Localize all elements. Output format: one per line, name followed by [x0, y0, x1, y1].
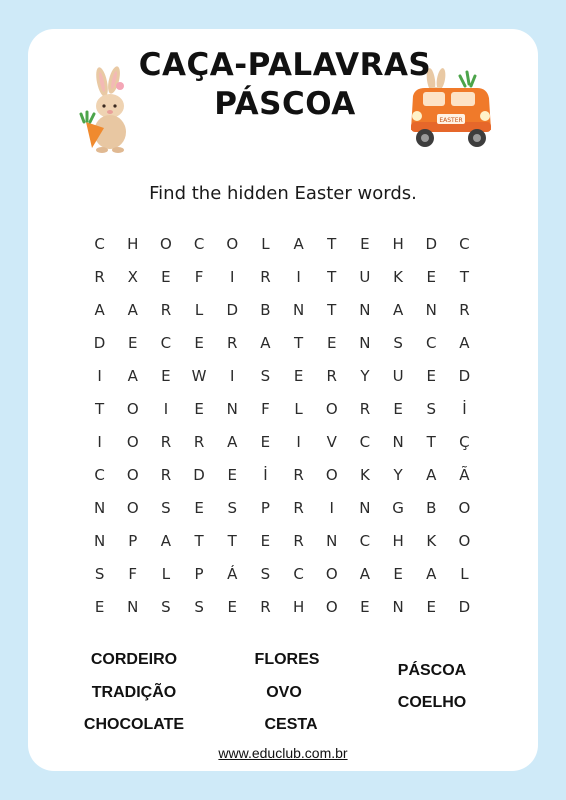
- grid-letter: Á: [227, 564, 238, 583]
- grid-letter: D: [193, 465, 205, 484]
- grid-letter: E: [128, 333, 138, 352]
- grid-letter: N: [359, 300, 371, 319]
- grid-letter: R: [193, 432, 205, 451]
- title-line-2: PÁSCOA: [214, 86, 356, 122]
- grid-letter: S: [260, 366, 271, 385]
- grid-letter: T: [327, 267, 337, 286]
- grid-letter: E: [327, 333, 337, 352]
- grid-letter: E: [393, 399, 403, 418]
- grid-letter: E: [260, 531, 271, 550]
- grid-letter: E: [393, 564, 403, 583]
- grid-letter: E: [426, 366, 436, 385]
- grid-letter: A: [459, 333, 470, 352]
- grid-letter: H: [392, 234, 404, 253]
- grid-letter: R: [293, 531, 304, 550]
- grid-letter: O: [160, 234, 172, 253]
- grid-letter: D: [226, 300, 239, 319]
- grid-letter: C: [426, 333, 437, 352]
- grid-letter: F: [261, 399, 270, 418]
- grid-letter: T: [227, 531, 237, 550]
- grid-letter: H: [292, 597, 305, 616]
- grid-letter: A: [127, 366, 138, 385]
- grid-letter: R: [326, 366, 337, 385]
- grid-letter: N: [326, 531, 338, 550]
- grid-letter: O: [325, 597, 338, 616]
- grid-letter: F: [128, 564, 138, 583]
- grid-letter: E: [161, 267, 171, 286]
- grid-letter: V: [326, 432, 337, 451]
- grid-letter: I: [296, 432, 301, 451]
- grid-letter: E: [293, 366, 304, 385]
- grid-letter: E: [426, 267, 436, 286]
- grid-letter: T: [459, 267, 469, 286]
- grid-letter: A: [260, 333, 271, 352]
- grid-letter: H: [392, 531, 404, 550]
- grid-letter: R: [459, 300, 470, 319]
- grid-letter: A: [160, 531, 172, 550]
- grid-letter: E: [260, 432, 271, 451]
- grid-letter: C: [193, 234, 205, 253]
- grid-letter: N: [93, 498, 106, 517]
- grid-letter: T: [426, 432, 436, 451]
- word-item: CESTA: [264, 716, 318, 733]
- word-item: PÁSCOA: [397, 662, 467, 679]
- grid-letter: L: [161, 564, 171, 583]
- grid-letter: C: [459, 234, 470, 253]
- grid-letter: B: [260, 300, 271, 319]
- grid-letter: T: [327, 234, 337, 253]
- grid-letter: Ã: [459, 465, 470, 484]
- grid-letter: P: [128, 531, 138, 550]
- grid-letter: R: [227, 333, 238, 352]
- grid-letter: O: [226, 234, 239, 253]
- grid-letter: I: [97, 366, 102, 385]
- grid-letter: N: [359, 498, 371, 517]
- grid-letter: Y: [393, 465, 403, 484]
- grid-letter: S: [161, 597, 171, 616]
- grid-letter: R: [359, 399, 371, 418]
- grid-letter: N: [226, 399, 238, 418]
- grid-letter: K: [426, 531, 437, 550]
- grid-letter: W: [191, 366, 207, 385]
- grid-letter: D: [458, 366, 471, 385]
- word-item: CORDEIRO: [90, 651, 178, 668]
- grid-letter: A: [227, 432, 238, 451]
- grid-letter: N: [292, 300, 305, 319]
- grid-letter: I: [97, 432, 102, 451]
- grid-letter: N: [93, 531, 106, 550]
- grid-letter: O: [126, 432, 139, 451]
- grid-letter: B: [426, 498, 437, 517]
- grid-letter: A: [426, 465, 437, 484]
- grid-letter: S: [426, 399, 436, 418]
- footer-link[interactable]: www.educlub.com.br: [218, 745, 348, 761]
- grid-letter: R: [160, 432, 172, 451]
- grid-letter: E: [227, 597, 237, 616]
- grid-letter: S: [393, 333, 403, 352]
- grid-letter: N: [392, 432, 404, 451]
- grid-letter: H: [127, 234, 139, 253]
- grid-letter: N: [127, 597, 139, 616]
- grid-letter: Y: [360, 366, 370, 385]
- grid-letter: C: [293, 564, 304, 583]
- grid-letter: S: [94, 564, 105, 583]
- grid-letter: D: [425, 234, 438, 253]
- grid-letter: R: [160, 300, 172, 319]
- grid-letter: R: [293, 498, 304, 517]
- truck-plate-label: EASTER: [439, 117, 463, 124]
- grid-letter: E: [194, 498, 204, 517]
- grid-letter: A: [94, 300, 105, 319]
- grid-letter: O: [325, 564, 338, 583]
- grid-letter: L: [194, 300, 204, 319]
- grid-letter: E: [94, 597, 105, 616]
- grid-letter: R: [260, 267, 271, 286]
- grid-letter: T: [327, 300, 337, 319]
- word-search-grid: [83, 227, 481, 623]
- grid-letter: K: [393, 267, 403, 286]
- instructions: Find the hidden Easter words.: [149, 183, 417, 204]
- grid-letter: E: [161, 366, 171, 385]
- grid-letter: O: [458, 531, 471, 550]
- grid-letter: P: [260, 498, 270, 517]
- grid-letter: I: [329, 498, 334, 517]
- page-title: [120, 46, 450, 124]
- grid-letter: R: [293, 465, 304, 484]
- grid-letter: N: [359, 333, 371, 352]
- grid-letter: C: [94, 465, 105, 484]
- grid-letter: E: [360, 234, 370, 253]
- grid-letter: R: [160, 465, 172, 484]
- grid-letter: E: [426, 597, 436, 616]
- grid-letter: L: [294, 399, 303, 418]
- grid-letter: O: [126, 498, 139, 517]
- grid-letter: G: [392, 498, 404, 517]
- grid-letter: R: [94, 267, 105, 286]
- grid-letter: C: [359, 531, 371, 550]
- grid-letter: I: [296, 267, 301, 286]
- grid-letter: O: [126, 465, 139, 484]
- grid-letter: S: [194, 597, 204, 616]
- grid-letter: I: [230, 366, 235, 385]
- grid-letter: N: [392, 597, 404, 616]
- grid-letter: P: [194, 564, 204, 583]
- grid-letter: X: [127, 267, 138, 286]
- grid-letter: T: [94, 399, 105, 418]
- grid-letter: I: [230, 267, 235, 286]
- grid-letter: A: [392, 300, 404, 319]
- grid-letter: O: [126, 399, 139, 418]
- grid-letter: N: [425, 300, 437, 319]
- grid-letter: A: [359, 564, 371, 583]
- grid-letter: C: [359, 432, 371, 451]
- grid-letter: R: [260, 597, 271, 616]
- grid-letter: O: [325, 399, 338, 418]
- grid-letter: C: [160, 333, 172, 352]
- grid-letter: L: [261, 234, 270, 253]
- grid-letter: E: [194, 399, 204, 418]
- grid-letter: E: [360, 597, 370, 616]
- grid-letter: T: [194, 531, 204, 550]
- grid-letter: U: [392, 366, 404, 385]
- grid-letter: L: [460, 564, 469, 583]
- word-item: OVO: [266, 684, 302, 701]
- grid-letter: S: [161, 498, 171, 517]
- grid-letter: A: [127, 300, 138, 319]
- grid-letter: İ: [462, 399, 467, 418]
- grid-letter: A: [426, 564, 437, 583]
- grid-letter: E: [227, 465, 237, 484]
- word-item: FLORES: [254, 651, 320, 668]
- grid-letter: S: [260, 564, 271, 583]
- grid-letter: A: [293, 234, 304, 253]
- grid-letter: F: [194, 267, 204, 286]
- grid-letter: O: [458, 498, 471, 517]
- grid-letter: İ: [263, 465, 268, 484]
- grid-letter: S: [227, 498, 237, 517]
- word-item: CHOCOLATE: [83, 716, 185, 733]
- grid-letter: Ç: [459, 432, 470, 451]
- grid-letter: O: [325, 465, 338, 484]
- grid-letter: U: [359, 267, 371, 286]
- title-line-1: CAÇA-PALAVRAS: [138, 47, 432, 83]
- grid-letter: C: [94, 234, 105, 253]
- grid-letter: E: [194, 333, 204, 352]
- grid-letter: D: [93, 333, 106, 352]
- word-item: TRADIÇÃO: [91, 684, 177, 701]
- grid-letter: D: [458, 597, 471, 616]
- grid-letter: T: [293, 333, 304, 352]
- grid-letter: K: [359, 465, 370, 484]
- word-item: COELHO: [397, 694, 467, 711]
- grid-letter: I: [163, 399, 169, 418]
